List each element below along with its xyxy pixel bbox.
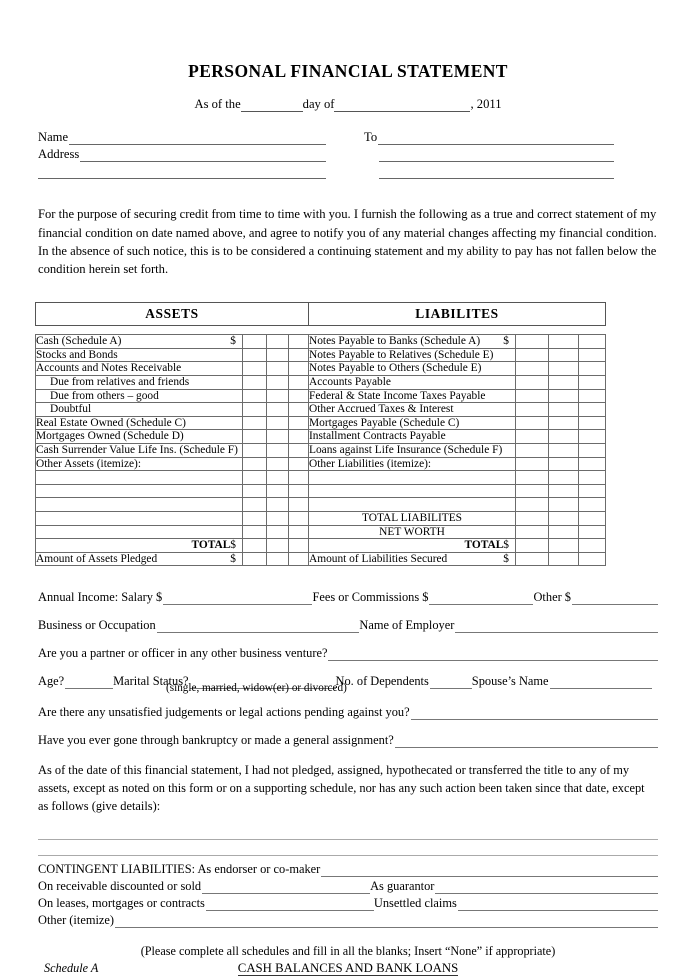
to-line2-blank[interactable]: [379, 148, 614, 162]
assets-liabilities-table: [35, 334, 606, 566]
asset-amount-cell[interactable]: [267, 362, 289, 376]
liability-amount-cell[interactable]: [516, 484, 549, 498]
liability-amount-cell[interactable]: [549, 362, 579, 376]
asset-amount-cell[interactable]: [267, 457, 289, 471]
asset-amount-cell[interactable]: [267, 335, 289, 349]
liability-amount-cell[interactable]: [549, 525, 579, 539]
judgements-input-blank[interactable]: [411, 706, 658, 720]
address-field-group: [38, 147, 326, 162]
bankruptcy-question-row: [38, 731, 658, 748]
liability-amount-cell[interactable]: [549, 403, 579, 417]
pledge-details-line-2[interactable]: [38, 840, 658, 856]
asset-label-cell: Accounts and Notes Receivable: [36, 362, 243, 376]
guarantor-label: As guarantor: [370, 879, 435, 894]
asset-amount-cell[interactable]: [267, 525, 289, 539]
asset-amount-cell[interactable]: [243, 525, 267, 539]
liability-label-cell: [309, 498, 516, 512]
marital-status-note: (single, married, widow(er) or divorced): [166, 682, 347, 695]
address-label: Address: [38, 147, 80, 162]
other-itemize-label: Other (itemize): [38, 913, 115, 928]
liability-label-cell: Federal & State Income Taxes Payable: [309, 389, 516, 403]
partner-question-row: [38, 644, 658, 661]
liability-label-cell: Other Liabilities (itemize):: [309, 457, 516, 471]
address-input-blank[interactable]: [80, 148, 326, 162]
other-itemize-blank[interactable]: [115, 914, 658, 928]
other-income-label: Other $: [533, 590, 571, 605]
fees-input-blank[interactable]: [429, 591, 533, 605]
liability-amount-cell[interactable]: [579, 552, 606, 566]
assets-total-label: TOTAL: [191, 539, 231, 552]
schedule-footer-row: [38, 961, 658, 979]
liability-amount-cell[interactable]: [549, 376, 579, 390]
to-line3-blank[interactable]: [379, 165, 614, 179]
liability-amount-cell[interactable]: [549, 457, 579, 471]
liability-label-cell: NET WORTH: [309, 525, 516, 539]
asset-amount-cell[interactable]: [243, 403, 267, 417]
business-occupation-label: Business or Occupation: [38, 618, 156, 633]
other-income-input-blank[interactable]: [572, 591, 658, 605]
guarantor-blank[interactable]: [435, 880, 658, 894]
table-row: [36, 376, 606, 390]
asset-amount-cell[interactable]: [289, 403, 309, 417]
employer-label: Name of Employer: [359, 618, 455, 633]
asset-amount-cell[interactable]: [243, 376, 267, 390]
asset-label-cell: Other Assets (itemize):: [36, 457, 243, 471]
table-row: [36, 444, 606, 458]
name-field-group: [38, 130, 326, 145]
liability-amount-cell[interactable]: [516, 471, 549, 485]
address-line2-blank[interactable]: [38, 165, 326, 179]
age-input-blank[interactable]: [65, 675, 113, 689]
marital-status-label: Marital Status?: [113, 674, 189, 689]
address-line2-group: [38, 165, 326, 179]
schedule-label: Schedule A: [44, 961, 99, 976]
asset-amount-cell[interactable]: [289, 484, 309, 498]
liability-amount-cell[interactable]: [579, 511, 606, 525]
asset-amount-cell[interactable]: [243, 389, 267, 403]
liability-amount-cell[interactable]: [579, 444, 606, 458]
bankruptcy-input-blank[interactable]: [395, 734, 658, 748]
liability-label-cell: $ Amount of Liabilities Secured: [309, 552, 516, 566]
as-of-year-label: , 2011: [470, 97, 502, 112]
completion-note: (Please complete all schedules and fill in all the blanks; Insert “None” if appropriate): [140, 944, 556, 959]
business-occupation-input-blank[interactable]: [157, 619, 360, 633]
business-occupation-row: [38, 616, 658, 633]
leases-label: On leases, mortgages or contracts: [38, 896, 205, 911]
asset-amount-cell[interactable]: [267, 471, 289, 485]
liability-amount-cell[interactable]: [516, 539, 549, 553]
asset-amount-cell[interactable]: [243, 362, 267, 376]
receivable-label: On receivable discounted or sold: [38, 879, 202, 894]
salary-input-blank[interactable]: [163, 591, 312, 605]
asset-amount-cell[interactable]: [267, 511, 289, 525]
liability-amount-cell[interactable]: [579, 348, 606, 362]
asset-amount-cell[interactable]: [289, 552, 309, 566]
liability-amount-cell[interactable]: [549, 539, 579, 553]
asset-amount-cell[interactable]: [243, 539, 267, 553]
judgements-question-label: Are there any unsatisfied judgements or legal actions pending against you?: [38, 705, 410, 720]
asset-amount-cell[interactable]: [289, 416, 309, 430]
liability-label-cell: TOTAL LIABILITES: [309, 511, 516, 525]
asset-amount-cell[interactable]: [243, 335, 267, 349]
to-line3-group: [364, 164, 614, 179]
contingent-liabilities-section: [38, 861, 658, 928]
judgements-question-row: [38, 703, 658, 720]
asset-label-cell: Doubtful: [36, 403, 243, 417]
receivable-row: [38, 878, 658, 894]
to-field-group: [364, 130, 614, 145]
dependents-label: No. of Dependents: [335, 674, 429, 689]
asset-amount-cell[interactable]: [243, 552, 267, 566]
liability-amount-cell[interactable]: [579, 471, 606, 485]
asset-amount-cell[interactable]: [289, 335, 309, 349]
unsettled-claims-blank[interactable]: [458, 897, 658, 911]
asset-amount-cell[interactable]: [267, 403, 289, 417]
table-row: [36, 498, 606, 512]
liability-amount-cell[interactable]: [516, 416, 549, 430]
asset-label-cell: $ Cash (Schedule A): [36, 335, 243, 349]
liability-label-cell: Notes Payable to Relatives (Schedule E): [309, 348, 516, 362]
asset-amount-cell[interactable]: [243, 498, 267, 512]
dollar-sign: $: [230, 335, 236, 348]
partner-question-input-blank[interactable]: [328, 647, 658, 661]
table-row: [36, 389, 606, 403]
asset-label-cell: Due from others – good: [36, 389, 243, 403]
asset-amount-cell[interactable]: [289, 376, 309, 390]
liability-amount-cell[interactable]: [516, 348, 549, 362]
asset-label-cell: Real Estate Owned (Schedule C): [36, 416, 243, 430]
asset-amount-cell[interactable]: [267, 348, 289, 362]
asset-label-cell: Stocks and Bonds: [36, 348, 243, 362]
spouse-name-label: Spouse’s Name: [471, 674, 549, 689]
liability-amount-cell[interactable]: [549, 484, 579, 498]
name-input-blank[interactable]: [69, 131, 326, 145]
liability-amount-cell[interactable]: [549, 498, 579, 512]
table-row: [36, 539, 606, 553]
asset-amount-cell[interactable]: [289, 525, 309, 539]
partner-question-label: Are you a partner or officer in any other business venture?: [38, 646, 328, 661]
liability-amount-cell[interactable]: [516, 430, 549, 444]
liability-amount-cell[interactable]: [579, 539, 606, 553]
leases-row: [38, 895, 658, 911]
liability-amount-cell[interactable]: [579, 403, 606, 417]
asset-amount-cell[interactable]: [267, 484, 289, 498]
liability-amount-cell[interactable]: [549, 416, 579, 430]
assets-liabilities-section: [35, 302, 661, 566]
table-row: [36, 335, 606, 349]
statement-paragraph: For the purpose of securing credit from time to time with you. I furnish the following as a true and correct statement of my financial condition on date named above, and agree to notify you of any material changes affecting my financial condition. In the absence of such notice, this is to be considered a continuing statement and my ability to pay has not fallen below the condition herein set forth.: [38, 207, 657, 276]
liability-label-cell: Mortgages Payable (Schedule C): [309, 416, 516, 430]
asset-amount-cell[interactable]: [243, 471, 267, 485]
asset-amount-cell[interactable]: [243, 511, 267, 525]
asset-amount-cell[interactable]: [289, 430, 309, 444]
table-row: [36, 484, 606, 498]
age-marital-row: [38, 672, 658, 689]
asset-amount-cell[interactable]: [267, 498, 289, 512]
asset-amount-cell[interactable]: [289, 471, 309, 485]
asset-amount-cell[interactable]: [289, 362, 309, 376]
other-itemize-row: [38, 912, 658, 928]
asset-label-cell: [36, 498, 243, 512]
dollar-sign: $: [503, 335, 509, 348]
to-label: To: [364, 130, 378, 145]
liability-amount-cell[interactable]: [549, 389, 579, 403]
liability-amount-cell[interactable]: [516, 335, 549, 349]
dollar-sign: $: [230, 539, 236, 552]
leases-blank[interactable]: [206, 897, 374, 911]
as-of-date-line: [0, 97, 696, 112]
asset-amount-cell[interactable]: [289, 498, 309, 512]
asset-amount-cell[interactable]: [267, 539, 289, 553]
table-header-row: [36, 303, 606, 326]
asset-amount-cell[interactable]: [267, 376, 289, 390]
liability-amount-cell[interactable]: [549, 348, 579, 362]
age-label: Age?: [38, 674, 65, 689]
contingent-endorser-blank[interactable]: [321, 863, 658, 877]
liability-amount-cell[interactable]: [516, 511, 549, 525]
asset-label-cell: [36, 539, 243, 553]
unsettled-claims-label: Unsettled claims: [373, 896, 457, 911]
asset-amount-cell[interactable]: [267, 430, 289, 444]
asset-amount-cell[interactable]: [289, 457, 309, 471]
asset-amount-cell[interactable]: [289, 539, 309, 553]
schedule-title-wrap: [38, 961, 658, 976]
asset-amount-cell[interactable]: [289, 511, 309, 525]
asset-amount-cell[interactable]: [243, 457, 267, 471]
receivable-blank[interactable]: [202, 880, 370, 894]
liability-amount-cell[interactable]: [516, 376, 549, 390]
contingent-heading-row: [38, 861, 658, 877]
liability-amount-cell[interactable]: [549, 471, 579, 485]
asset-amount-cell[interactable]: [267, 444, 289, 458]
employer-input-blank[interactable]: [455, 619, 658, 633]
table-row: [36, 362, 606, 376]
schedule-title: CASH BALANCES AND BANK LOANS: [237, 961, 459, 976]
table-row: [36, 403, 606, 417]
liability-amount-cell[interactable]: [549, 430, 579, 444]
dependents-input-blank[interactable]: [430, 675, 472, 689]
liabilities-header: LIABILITES: [309, 303, 606, 326]
as-of-prefix-label: As of the: [194, 97, 241, 112]
liability-label-cell: $ Notes Payable to Banks (Schedule A): [309, 335, 516, 349]
liability-amount-cell[interactable]: [549, 552, 579, 566]
asset-label-cell: [36, 525, 243, 539]
annual-income-row: [38, 588, 658, 605]
table-row: [36, 552, 606, 566]
liability-amount-cell[interactable]: [549, 444, 579, 458]
dollar-sign: $: [503, 539, 509, 552]
identity-block: [38, 128, 658, 179]
page-title: PERSONAL FINANCIAL STATEMENT: [188, 61, 508, 81]
liability-amount-cell[interactable]: [579, 498, 606, 512]
liability-amount-cell[interactable]: [579, 376, 606, 390]
liability-amount-cell[interactable]: [579, 389, 606, 403]
table-row: [36, 525, 606, 539]
pledge-details-line-1[interactable]: [38, 824, 658, 840]
asset-label-cell: Cash Surrender Value Life Ins. (Schedule F): [36, 444, 243, 458]
liability-amount-cell[interactable]: [516, 457, 549, 471]
table-section-headers: [35, 302, 606, 326]
to-line3-indent: [364, 164, 379, 179]
spouse-name-input-blank[interactable]: [550, 675, 652, 689]
asset-label-cell: [36, 484, 243, 498]
liability-amount-cell[interactable]: [516, 389, 549, 403]
liability-amount-cell[interactable]: [516, 498, 549, 512]
asset-amount-cell[interactable]: [243, 444, 267, 458]
liabilities-total-label: TOTAL: [464, 539, 504, 552]
asset-amount-cell[interactable]: [243, 430, 267, 444]
liability-amount-cell[interactable]: [579, 362, 606, 376]
table-row: [36, 511, 606, 525]
asset-amount-cell[interactable]: [267, 416, 289, 430]
table-row: [36, 416, 606, 430]
annual-income-label: Annual Income: Salary $: [38, 590, 163, 605]
to-input-blank[interactable]: [378, 131, 614, 145]
liability-amount-cell[interactable]: [516, 403, 549, 417]
as-of-day-blank[interactable]: [241, 98, 303, 112]
to-line2-group: [364, 147, 614, 162]
liability-label-cell: Other Accrued Taxes & Interest: [309, 403, 516, 417]
liability-amount-cell[interactable]: [579, 457, 606, 471]
address-line2-row: [38, 162, 658, 179]
asset-amount-cell[interactable]: [289, 389, 309, 403]
liability-amount-cell[interactable]: [516, 362, 549, 376]
asset-amount-cell[interactable]: [243, 484, 267, 498]
liability-amount-cell[interactable]: [579, 484, 606, 498]
financial-details-fields: [38, 588, 658, 979]
asset-label-cell: Due from relatives and friends: [36, 376, 243, 390]
liability-amount-cell[interactable]: [516, 444, 549, 458]
assets-header: ASSETS: [36, 303, 309, 326]
liability-label-cell: [309, 471, 516, 485]
liability-label-cell: Notes Payable to Others (Schedule E): [309, 362, 516, 376]
fees-label: Fees or Commissions $: [312, 590, 429, 605]
liability-amount-cell[interactable]: [579, 416, 606, 430]
as-of-middle-label: day of: [302, 97, 335, 112]
asset-label-cell: Mortgages Owned (Schedule D): [36, 430, 243, 444]
liability-amount-cell[interactable]: [516, 525, 549, 539]
liability-label-cell: [309, 539, 516, 553]
asset-amount-cell[interactable]: [243, 348, 267, 362]
table-row: [36, 457, 606, 471]
bankruptcy-question-label: Have you ever gone through bankruptcy or made a general assignment?: [38, 733, 394, 748]
asset-amount-cell[interactable]: [267, 552, 289, 566]
liability-amount-cell[interactable]: [549, 335, 579, 349]
table-row: [36, 471, 606, 485]
asset-amount-cell[interactable]: [289, 444, 309, 458]
liability-amount-cell[interactable]: [579, 430, 606, 444]
name-label: Name: [38, 130, 69, 145]
liability-label-cell: [309, 484, 516, 498]
asset-label-cell: [36, 511, 243, 525]
dollar-sign: $: [230, 552, 236, 565]
contingent-liabilities-heading: CONTINGENT LIABILITIES: As endorser or co-maker: [38, 862, 321, 877]
liability-amount-cell[interactable]: [549, 511, 579, 525]
liability-amount-cell[interactable]: [579, 525, 606, 539]
address-row: [38, 145, 658, 162]
asset-label-cell: $ Amount of Assets Pledged: [36, 552, 243, 566]
asset-label-cell: [36, 471, 243, 485]
asset-amount-cell[interactable]: [243, 416, 267, 430]
liability-label-cell: Loans against Life Insurance (Schedule F): [309, 444, 516, 458]
liability-amount-cell[interactable]: [516, 552, 549, 566]
name-to-row: [38, 128, 658, 145]
dollar-sign: $: [503, 552, 509, 565]
liability-label-cell: Installment Contracts Payable: [309, 430, 516, 444]
pledge-paragraph: As of the date of this financial statement, I had not pledged, assigned, hypothecated or transferred the title to any of my assets, except as noted on this form or on a supporting schedule, nor has any such action been taken since that date, except as follows (give details):: [38, 763, 645, 814]
to-line2-indent: [364, 147, 379, 162]
asset-amount-cell[interactable]: [289, 348, 309, 362]
as-of-month-blank[interactable]: [334, 98, 470, 112]
asset-amount-cell[interactable]: [267, 389, 289, 403]
liability-amount-cell[interactable]: [579, 335, 606, 349]
table-row: [36, 348, 606, 362]
liability-label-cell: Accounts Payable: [309, 376, 516, 390]
table-row: [36, 430, 606, 444]
